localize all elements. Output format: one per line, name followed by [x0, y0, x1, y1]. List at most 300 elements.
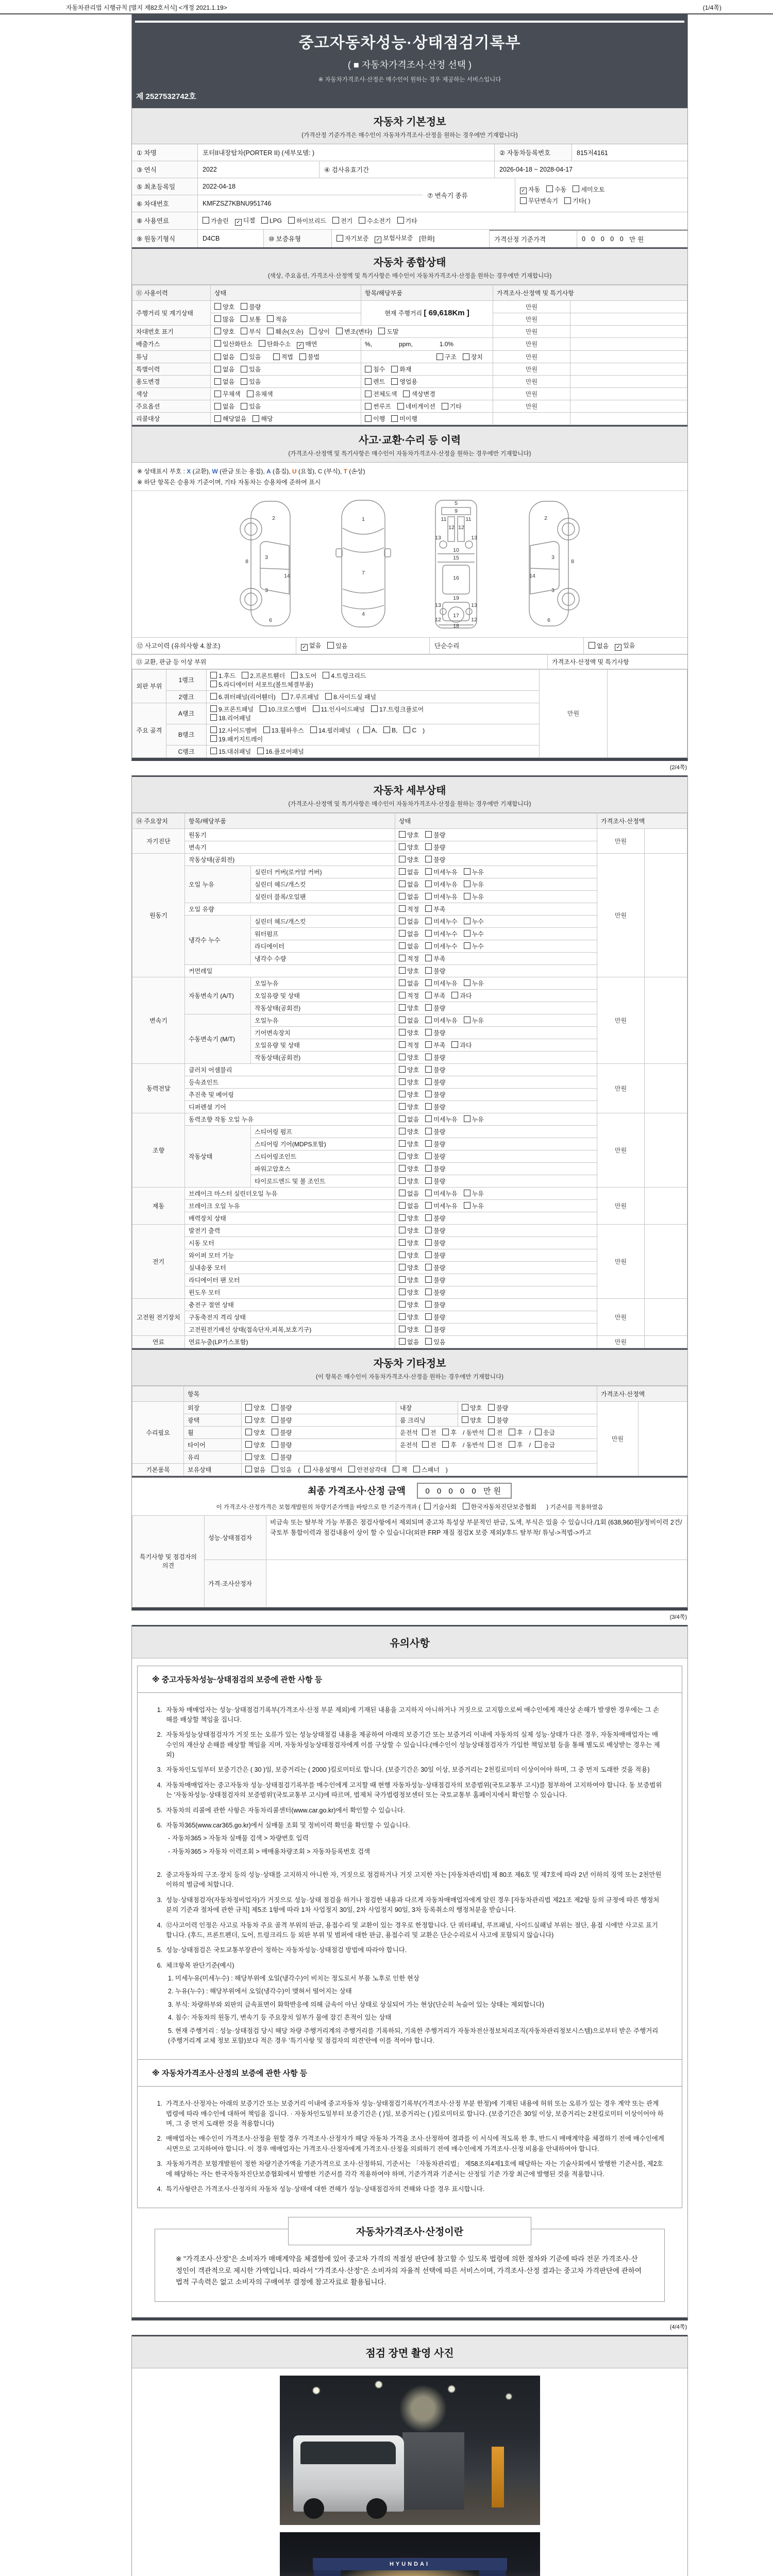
status-cell — [395, 1286, 597, 1298]
cb-후[interactable]: 후 — [509, 1428, 523, 1437]
row-label: 차대번호 표기 — [132, 325, 211, 337]
cb-미세누유[interactable]: 미세누유 — [425, 880, 457, 889]
row-label: 튜닝 — [132, 351, 211, 363]
cb-양호[interactable]: 양호 — [399, 1090, 419, 1099]
panel-number-3: 3 — [551, 587, 554, 594]
cb-부식[interactable]: 부식 — [241, 327, 261, 336]
cb-불량[interactable]: 불량 — [425, 1239, 445, 1247]
status-cell — [395, 841, 597, 853]
panel-number-13: 13 — [435, 535, 441, 541]
section-title: 자동차 세부상태 — [373, 785, 446, 796]
document-title: 중고자동차성능·상태점검기록부 — [298, 35, 521, 52]
cb-미세누유[interactable]: 미세누유 — [425, 892, 457, 901]
status-cell — [211, 325, 493, 337]
cb-양호[interactable]: 양호 — [399, 1251, 419, 1260]
cb-9.프론트패널[interactable]: 9.프론트패널 — [210, 705, 254, 714]
cb-양호[interactable]: 양호 — [399, 1127, 419, 1136]
section-title: 점검 장면 촬영 사진 — [365, 2348, 454, 2360]
cb-없음[interactable]: 없음 — [399, 1201, 419, 1210]
cb-전[interactable]: 전 — [422, 1428, 436, 1437]
cb-불량[interactable]: 불량 — [272, 1403, 292, 1412]
cb-불량[interactable]: 불량 — [425, 843, 445, 852]
cb-없음[interactable]: ✓ 없음 — [301, 641, 321, 651]
cb-미세누수[interactable]: 미세누수 — [425, 917, 457, 926]
cb-불량[interactable]: 불량 — [425, 831, 445, 839]
section-title: 유의사항 — [390, 1637, 430, 1649]
cb-불량[interactable]: 불량 — [425, 1090, 445, 1099]
item-label: 외장 — [184, 1401, 242, 1414]
cb-양호[interactable]: 양호 — [399, 1140, 419, 1148]
cb-양호[interactable]: 양호 — [399, 1053, 419, 1062]
cb-과다[interactable]: 과다 — [451, 1041, 472, 1049]
field-label: ② 자동차등록번호 — [495, 144, 572, 161]
cb-부족[interactable]: 부족 — [425, 1041, 445, 1049]
row-label: 색상 — [132, 388, 211, 400]
cb-17.트렁크플로어[interactable]: 17.트렁크플로어 — [371, 705, 424, 714]
cb-1.후드[interactable]: 1.후드 — [210, 671, 236, 680]
cb-불량[interactable]: 불량 — [241, 302, 261, 311]
status-cell — [211, 376, 361, 388]
cb-변조(변타)[interactable]: 변조(변타) — [336, 327, 372, 336]
inline-text: / 동반석 — [462, 1429, 484, 1436]
cb-적법[interactable]: 적법 — [273, 352, 293, 361]
cb-없음[interactable]: 없음 — [214, 377, 234, 386]
cb-불량[interactable]: 불량 — [272, 1440, 292, 1449]
cb-불량[interactable]: 불량 — [425, 1214, 445, 1223]
field-label: ④ 검사유효기간 — [320, 161, 495, 178]
cb-구조[interactable]: 구조 — [436, 352, 457, 361]
status-cell — [395, 1274, 597, 1286]
cb-2.프론트휀더[interactable]: 2.프론트휀더 — [242, 671, 285, 680]
cb-잭[interactable]: 잭 — [393, 1465, 407, 1474]
cb-16.플로어패널[interactable]: 16.플로어패널 — [257, 747, 304, 756]
status-cell — [242, 1401, 396, 1414]
cb-불량[interactable]: 불량 — [425, 1164, 445, 1173]
cb-사용설명서[interactable]: 사용설명서 — [304, 1465, 342, 1474]
cb-네비게이션[interactable]: 네비게이션 — [397, 402, 435, 411]
cb-불량[interactable]: 불량 — [425, 1053, 445, 1062]
cb-적정[interactable]: 적정 — [399, 905, 419, 913]
cb-미세누유[interactable]: 미세누유 — [425, 1115, 457, 1124]
cb-많음[interactable]: 많음 — [214, 315, 234, 324]
note-cell — [645, 1298, 687, 1335]
cb-없음[interactable]: 없음 — [214, 352, 234, 361]
cb-누유[interactable]: 누유 — [464, 880, 484, 889]
cb-없음[interactable]: 없음 — [399, 929, 419, 938]
inspection-period: 2026-04-18 ~ 2028-04-17 — [499, 166, 573, 173]
emission-values: %, ppm, 1.0% — [361, 337, 493, 351]
cb-보통[interactable]: 보통 — [241, 315, 261, 324]
item-label: 배력장치 상태 — [185, 1212, 395, 1224]
cb-불량[interactable]: 불량 — [425, 1288, 445, 1297]
cb-없음[interactable]: 없음 — [399, 868, 419, 876]
status-cell — [395, 1063, 597, 1076]
cb-이행[interactable]: 이행 — [365, 414, 385, 423]
cb-누유[interactable]: 누유 — [464, 1115, 484, 1124]
cb-없음[interactable]: 없음 — [214, 365, 234, 374]
cb-훼손(오손)[interactable]: 훼손(오손) — [267, 327, 303, 336]
state-code-W: W — [212, 468, 218, 475]
cb-있음[interactable]: 있음 — [241, 365, 261, 374]
cb-상이[interactable]: 상이 — [310, 327, 330, 336]
cb-후[interactable]: 후 — [442, 1428, 457, 1437]
cb-양호[interactable]: 양호 — [214, 327, 234, 336]
cb-일산화탄소[interactable]: 일산화탄소 — [214, 340, 253, 348]
cb-탄화수소[interactable]: 탄화수소 — [259, 340, 291, 348]
cb-누유[interactable]: 누유 — [464, 1016, 484, 1025]
cb-무채색[interactable]: 무채색 — [214, 389, 241, 398]
cb-누수[interactable]: 누수 — [464, 917, 484, 926]
cb-불량[interactable]: 불량 — [425, 967, 445, 975]
cb-불량[interactable]: 불량 — [272, 1453, 292, 1462]
status-cell — [242, 1426, 396, 1438]
cb-없음[interactable]: 없음 — [399, 1189, 419, 1198]
cb-불량[interactable]: 불량 — [425, 1313, 445, 1321]
col-header: 항목/해당부품 — [185, 813, 395, 828]
subgroup-label: 냉각수 누수 — [185, 915, 251, 964]
cb-화재[interactable]: 화재 — [391, 365, 411, 374]
cb-없음[interactable]: 없음 — [589, 641, 609, 650]
cb-기타[interactable]: 기타 — [442, 402, 462, 411]
cb-6.쿼터패널(리어휀더)[interactable]: 6.쿼터패널(리어휀더) — [210, 692, 276, 701]
cb-불량[interactable]: 불량 — [425, 855, 445, 864]
cb-C[interactable]: C — [404, 726, 416, 734]
cb-누유[interactable]: 누유 — [464, 868, 484, 876]
note-cell — [645, 853, 687, 977]
subgroup-label: 작동상태 — [185, 1125, 251, 1187]
cb-불량[interactable]: 불량 — [425, 1028, 445, 1037]
notices-box — [137, 1666, 682, 2209]
cb-누유[interactable]: 누유 — [464, 1189, 484, 1198]
cb-양호[interactable]: 양호 — [399, 967, 419, 975]
cb-불량[interactable]: 불량 — [488, 1403, 508, 1412]
cb-양호[interactable]: 양호 — [399, 1214, 419, 1223]
cb-적음[interactable]: 적음 — [267, 315, 287, 324]
cb-있음[interactable]: ✓ 있음 — [615, 641, 635, 651]
cb-부족[interactable]: 부족 — [425, 905, 445, 913]
cb-기타( )[interactable]: 기타( ) — [564, 196, 591, 205]
cb-가솔린[interactable]: 가솔린 — [203, 216, 229, 225]
cb-전기[interactable]: 전기 — [332, 216, 352, 225]
cb-13.휠하우스[interactable]: 13.휠하우스 — [263, 726, 304, 735]
detail-table — [132, 813, 687, 1348]
cb-해당[interactable]: 해당 — [253, 414, 273, 423]
col-header: ⑭ 주요장치 — [132, 813, 185, 828]
cb-전체도색[interactable]: 전체도색 — [365, 389, 397, 398]
cb-유채색[interactable]: 유채색 — [247, 389, 273, 398]
cb-양호[interactable]: 양호 — [245, 1428, 265, 1437]
notice-subitem: - 자동차365 > 자동차 이력조회 > 매매용차량조회 > 자동차등록번호 검색 — [168, 1848, 371, 1855]
cb-없음[interactable]: 없음 — [399, 880, 419, 889]
cb-불량[interactable]: 불량 — [425, 1140, 445, 1148]
cb-적정[interactable]: 적정 — [399, 991, 419, 1000]
cb-한국자동차진단보증협회[interactable]: 한국자동차진단보증협회 — [463, 1502, 537, 1511]
price-definition-text: ※ "가격조사·산정"은 소비자가 매매계약을 체결함에 있어 중고차 가격의 적절성 판단에 참고할 수 있도록 법령에 의한 절차와 기준에 따라 전문 가격조사·산정인이 객관적으로 제시한 가액입니다. 따라서 "가격조사·산정"은 소비자의 자율적 선택에 따른 서비스이며, 가격조사·산정 결과는 중고차 가격판단에 관하여 법적 구속력은 없고 소비자의 구매여부 결정에 참고자료로 활용됩니다. — [176, 2255, 642, 2286]
cb-불량[interactable]: 불량 — [488, 1416, 508, 1425]
cb-양호[interactable]: 양호 — [399, 1078, 419, 1087]
cb-있음[interactable]: 있음 — [241, 402, 261, 411]
cb-양호[interactable]: 양호 — [399, 831, 419, 839]
status-cell — [395, 1088, 597, 1100]
cb-스패너[interactable]: 스패너 — [413, 1465, 440, 1474]
cb-불량[interactable]: 불량 — [272, 1416, 292, 1425]
cb-양호[interactable]: 양호 — [245, 1416, 265, 1425]
device-label: 연료 — [132, 1335, 185, 1348]
cb-불량[interactable]: 불량 — [425, 1177, 445, 1185]
cb-해당없음[interactable]: 해당없음 — [214, 414, 246, 423]
cb-양호[interactable]: 양호 — [399, 1300, 419, 1309]
cb-수동[interactable]: 수동 — [546, 185, 566, 194]
section-note: (이 항목은 매수인이 자동차가격조사·산정을 원하는 경우에만 기재합니다) — [316, 1374, 503, 1380]
cb-불량[interactable]: 불량 — [425, 1103, 445, 1111]
cb-미세누유[interactable]: 미세누유 — [425, 868, 457, 876]
cb-미이행[interactable]: 미이행 — [391, 414, 417, 423]
notice-subitem: 3. 부식: 차량하부와 외판의 금속표면이 화학반응에 의해 금속이 아닌 상태로 상실되어 가는 현상(단순히 녹슬어 있는 상태는 제외합니다) — [168, 2001, 544, 2008]
cb-적정[interactable]: 적정 — [399, 954, 419, 963]
panel-number-12: 12 — [458, 524, 464, 531]
cb-A,[interactable]: A, — [363, 726, 377, 734]
cb-불량[interactable]: 불량 — [425, 1152, 445, 1161]
item-label: 윈도우 모터 — [185, 1286, 395, 1298]
cb-전[interactable]: 전 — [488, 1440, 502, 1449]
cb-양호[interactable]: 양호 — [399, 1152, 419, 1161]
section-comprehensive — [132, 247, 687, 285]
cb-4.트렁크리드[interactable]: 4.트렁크리드 — [323, 671, 366, 680]
cb-양호[interactable]: 양호 — [399, 1288, 419, 1297]
cb-있음[interactable]: 있음 — [327, 641, 347, 650]
rank-label: B랭크 — [166, 724, 207, 745]
notice-subitem: - 자동차365 > 자동차 실매물 검색 > 차량번호 입력 — [168, 1835, 309, 1842]
cb-응급[interactable]: 응급 — [535, 1440, 555, 1449]
cb-5.라디에이터 서포트(볼트체결부품)[interactable]: 5.라디에이터 서포트(볼트체결부품) — [210, 680, 313, 689]
cb-14.필러패널[interactable]: 14.필러패널 — [310, 726, 351, 735]
rank-table — [132, 669, 687, 758]
state-code-T: T — [343, 468, 347, 475]
cb-불량[interactable]: 불량 — [425, 1300, 445, 1309]
notice-item: 6. 자동차365(www.car365.go.kr)에서 실매물 조회 및 정비이력 확인을 확인할 수 있습니다. - 자동차365 > 자동차 실매물 검색 > 차량번호 입력 - 자동차365 > 자동차 이력조회 > 매매용차량조회 > 자동차등록번호 검색 — [149, 1821, 664, 1857]
cb-양호[interactable]: 양호 — [399, 1103, 419, 1111]
status-cell — [395, 1051, 597, 1063]
cb-후[interactable]: 후 — [509, 1440, 523, 1449]
device-label: 전기 — [132, 1224, 185, 1298]
cb-자기보증[interactable]: 자기보증 — [337, 234, 368, 243]
cb-7.루프패널[interactable]: 7.루프패널 — [282, 692, 319, 701]
cb-세미오토[interactable]: 세미오토 — [573, 185, 604, 194]
cb-누유[interactable]: 누유 — [464, 1201, 484, 1210]
cb-불량[interactable]: 불량 — [425, 1325, 445, 1334]
item-label: 실린더 헤드/개스킷 — [251, 878, 395, 890]
cb-미세누유[interactable]: 미세누유 — [425, 979, 457, 988]
cb-있음[interactable]: 있음 — [241, 377, 261, 386]
device-label: 자기진단 — [132, 828, 185, 853]
cb-양호[interactable]: 양호 — [399, 1065, 419, 1074]
cb-누수[interactable]: 누수 — [464, 929, 484, 938]
notice-item: 2. 중고자동차의 구조·장치 등의 성능·상태를 고지하지 아니한 자, 거짓으로 점검하거나 거짓 고지한 자는 [자동차관리법] 제 80조 제6호 및 제7호에 따라 2년 이하의 징역 또는 2천만원 이하의 벌금에 처합니다. — [157, 1871, 662, 1889]
note-cell — [570, 325, 687, 337]
cb-15.대쉬패널[interactable]: 15.대쉬패널 — [210, 747, 251, 756]
cb-없음[interactable]: 없음 — [399, 1016, 419, 1025]
note-cell — [570, 313, 687, 325]
item-label: 오일유량 및 상태 — [251, 989, 395, 1002]
basic-info-table — [132, 144, 687, 247]
cb-양호[interactable]: 양호 — [214, 302, 234, 311]
cb-없음[interactable]: 없음 — [245, 1465, 265, 1474]
cb-없음[interactable]: 없음 — [399, 917, 419, 926]
cb-양호[interactable]: 양호 — [399, 1028, 419, 1037]
cb-미세누유[interactable]: 미세누유 — [425, 1189, 457, 1198]
cb-전[interactable]: 전 — [422, 1440, 436, 1449]
cb-양호[interactable]: 양호 — [399, 1177, 419, 1185]
subgroup-label: 오일 누유 — [185, 866, 251, 903]
cb-장치[interactable]: 장치 — [463, 352, 483, 361]
cb-없음[interactable]: 없음 — [214, 402, 234, 411]
cb-양호[interactable]: 양호 — [399, 1263, 419, 1272]
cb-불량[interactable]: 불량 — [425, 1226, 445, 1235]
notice-item: 4. 특기사항란은 가격조사·산정자의 자동차 성능·상태에 대한 견해가 성능·상태점검자의 견해와 다를 경우 표시합니다. — [157, 2185, 485, 2193]
status-cell — [395, 1249, 597, 1261]
cb-하이브리드[interactable]: 하이브리드 — [288, 216, 326, 225]
cb-자동[interactable]: ✓ 자동 — [520, 185, 540, 195]
cb-양호[interactable]: 양호 — [399, 1313, 419, 1321]
col-header: 상태 — [211, 285, 361, 300]
cb-양호[interactable]: 양호 — [245, 1440, 265, 1449]
cb-12.사이드멤버[interactable]: 12.사이드멤버 — [210, 726, 257, 735]
cb-영업용[interactable]: 영업용 — [391, 377, 417, 386]
cb-전[interactable]: 전 — [488, 1428, 502, 1437]
cb-불량[interactable]: 불량 — [425, 1276, 445, 1284]
notice-item: 5. 자동차의 리콜에 관한 사항은 자동차리콜센터(www.car.go.kr)에서 확인할 수 있습니다. — [157, 1806, 406, 1814]
cb-있음[interactable]: 있음 — [272, 1465, 292, 1474]
item-label: 실린더 커버(로커암 커버) — [251, 866, 395, 878]
cb-8.사이드실 패널[interactable]: 8.사이드실 패널 — [325, 692, 376, 701]
rank-label: 1랭크 — [166, 669, 207, 690]
item-label: 스티어링 펌프 — [251, 1125, 395, 1138]
field-label: ⑨ 원동기형식 — [132, 230, 198, 247]
cb-B,[interactable]: B, — [383, 726, 397, 734]
cb-없음[interactable]: 없음 — [399, 979, 419, 988]
cb-양호[interactable]: 양호 — [462, 1416, 482, 1425]
cb-19.패키지트레이[interactable]: 19.패키지트레이 — [210, 735, 263, 743]
cb-없음[interactable]: 없음 — [399, 892, 419, 901]
cb-LPG[interactable]: LPG — [261, 217, 282, 225]
item-label: 발전기 출력 — [185, 1224, 395, 1236]
cb-불량[interactable]: 불량 — [425, 1263, 445, 1272]
cb-누유[interactable]: 누유 — [464, 892, 484, 901]
price-cell: 만원 — [493, 300, 570, 313]
cb-불량[interactable]: 불량 — [425, 1127, 445, 1136]
warranty-options — [332, 230, 490, 247]
cb-누수[interactable]: 누수 — [464, 942, 484, 951]
price-cell: 만원 — [597, 1298, 645, 1335]
cb-양호[interactable]: 양호 — [245, 1403, 265, 1412]
cb-양호[interactable]: 양호 — [399, 1226, 419, 1235]
cb-미세누수[interactable]: 미세누수 — [425, 929, 457, 938]
cb-3.도어[interactable]: 3.도어 — [291, 671, 316, 680]
item-label: 실린더 블록/오일팬 — [251, 890, 395, 903]
cb-불량[interactable]: 불량 — [425, 1004, 445, 1012]
price-definition-title: 자동차가격조사·산정이란 — [288, 2217, 531, 2245]
cb-양호[interactable]: 양호 — [245, 1453, 265, 1462]
cb-디젤[interactable]: ✓ 디젤 — [235, 216, 255, 226]
cb-무단변속기[interactable]: 무단변속기 — [520, 196, 558, 205]
cb-양호[interactable]: 양호 — [462, 1403, 482, 1412]
notice-item: 1. 가격조사·산정자는 아래의 보증기간 또는 보증거리 이내에 중고자동차 성능·상태점검기록부(가격조사·산정 부분 한정)에 기재된 내용에 허위 또는 오류가 있는 경우 계약 또는 관계법령에 따라 매수인에 대하여 책임을 집니다. · 자동차인도일부터 보증기간은 ( )일, 보증거리는 ( )킬로미터로 합니다. (보증기간은 30일 이상, 보증거리는 2천킬로미터 이상이어야 하며, 그 중 먼저 도래한 것을 적용합니다) — [157, 2100, 664, 2127]
cb-과다[interactable]: 과다 — [451, 991, 472, 1000]
cb-양호[interactable]: 양호 — [399, 843, 419, 852]
cb-미세누수[interactable]: 미세누수 — [425, 942, 457, 951]
cb-없음[interactable]: 없음 — [399, 1337, 419, 1346]
cb-부족[interactable]: 부족 — [425, 954, 445, 963]
group-label: 수리필요 — [132, 1401, 184, 1463]
cb-렌트[interactable]: 렌트 — [365, 377, 385, 386]
col-header: 항목 — [184, 1386, 597, 1401]
status-cell — [395, 1224, 597, 1236]
cb-있음[interactable]: 있음 — [241, 352, 261, 361]
item-label: 오일누유 — [251, 1014, 395, 1026]
legend-note: ※ 하단 항목은 승용차 기준이며, 기타 자동차는 승용차에 준하여 표시 — [132, 477, 687, 491]
rank-label: A랭크 — [166, 703, 207, 724]
cb-불량[interactable]: 불량 — [272, 1428, 292, 1437]
status-cell — [458, 1414, 597, 1426]
cb-누유[interactable]: 누유 — [464, 979, 484, 988]
cb-불량[interactable]: 불량 — [425, 1251, 445, 1260]
cb-수소전기[interactable]: 수소전기 — [359, 216, 391, 225]
cb-불량[interactable]: 불량 — [425, 1078, 445, 1087]
cb-침수[interactable]: 침수 — [365, 365, 385, 374]
cb-양호[interactable]: 양호 — [399, 1164, 419, 1173]
note-cell — [570, 388, 687, 400]
subgroup-label: 수동변속기 (M/T) — [185, 1014, 251, 1063]
cb-기타[interactable]: 기타 — [397, 216, 417, 225]
cb-양호[interactable]: 양호 — [399, 1239, 419, 1247]
cb-18.리어패널[interactable]: 18.리어패널 — [210, 714, 251, 722]
cb-안전삼각대[interactable]: 안전삼각대 — [348, 1465, 386, 1474]
cb-있음[interactable]: 있음 — [425, 1337, 445, 1346]
cb-양호[interactable]: 양호 — [399, 855, 419, 864]
cb-불량[interactable]: 불량 — [425, 1065, 445, 1074]
status-cell — [395, 1100, 597, 1113]
price-cell: 만원 — [493, 388, 570, 400]
cb-불법[interactable]: 불법 — [299, 352, 320, 361]
cb-적정[interactable]: 적정 — [399, 1041, 419, 1049]
col-header: ⑪ 사용이력 — [132, 285, 211, 300]
cb-기술사회[interactable]: 기술사회 — [424, 1502, 456, 1511]
status-cell — [396, 1426, 597, 1438]
cb-보험사보증[interactable]: ✓ 보험사보증 — [375, 233, 413, 243]
page-marker-3: (3/4쪽) — [669, 1614, 687, 1620]
cb-매연[interactable]: ✓ 매연 — [297, 340, 317, 349]
cb-후[interactable]: 후 — [442, 1440, 457, 1449]
cb-10.크로스멤버[interactable]: 10.크로스멤버 — [260, 705, 307, 714]
cb-미세누유[interactable]: 미세누유 — [425, 1201, 457, 1210]
cb-양호[interactable]: 양호 — [399, 1004, 419, 1012]
cb-양호[interactable]: 양호 — [399, 1325, 419, 1334]
status-cell — [395, 878, 597, 890]
cb-부족[interactable]: 부족 — [425, 991, 445, 1000]
note-cell — [608, 669, 687, 757]
cb-양호[interactable]: 양호 — [399, 1276, 419, 1284]
cb-없음[interactable]: 없음 — [399, 1115, 419, 1124]
cb-색상변경[interactable]: 색상변경 — [403, 389, 435, 398]
cb-도말[interactable]: 도말 — [378, 327, 398, 336]
cb-미세누유[interactable]: 미세누유 — [425, 1016, 457, 1025]
notice-item: 6. 체크항목 판단기준(예시) 1. 미세누유(미세누수) : 해당부위에 오일(냉각수)이 비치는 정도로서 부품 노후로 인한 현상 2. 누유(누수) : 해당부위에서 오일(냉각수)이 맺혀서 떨어지는 상태 3. 부식: 차량하부와 외판의 금속표면이 화학반응에 의해 금속이 아닌 상태로 상실되어 가는 현상(단순히 녹슬어 있는 상태는 제외합니다) 4. 침수: 자동차의 원동기, 변속기 등 주요장치 일부가 물에 잠긴 흔적이 있는 상태 5. 현재 주행거리 : 성능·상태점검 당시 해당 차량 주행거리계의 주행거리를 기록하되, 기록한 주행거리가 자동차전산정보처리조직(자동차관리정보시스템)으로부터 받은 주행거리(주행거리계 교체 정보 포함)보다 적은 경우 '특기사항 및 점검자의 의견'란에 이를 적어야 합니다. — [149, 1961, 664, 2046]
cb-없음[interactable]: 없음 — [399, 942, 419, 951]
cb-응급[interactable]: 응급 — [535, 1428, 555, 1437]
comprehensive-table — [132, 285, 687, 426]
cb-11.인사이드패널[interactable]: 11.인사이드패널 — [313, 705, 365, 714]
cb-썬루프[interactable]: 썬루프 — [365, 402, 391, 411]
